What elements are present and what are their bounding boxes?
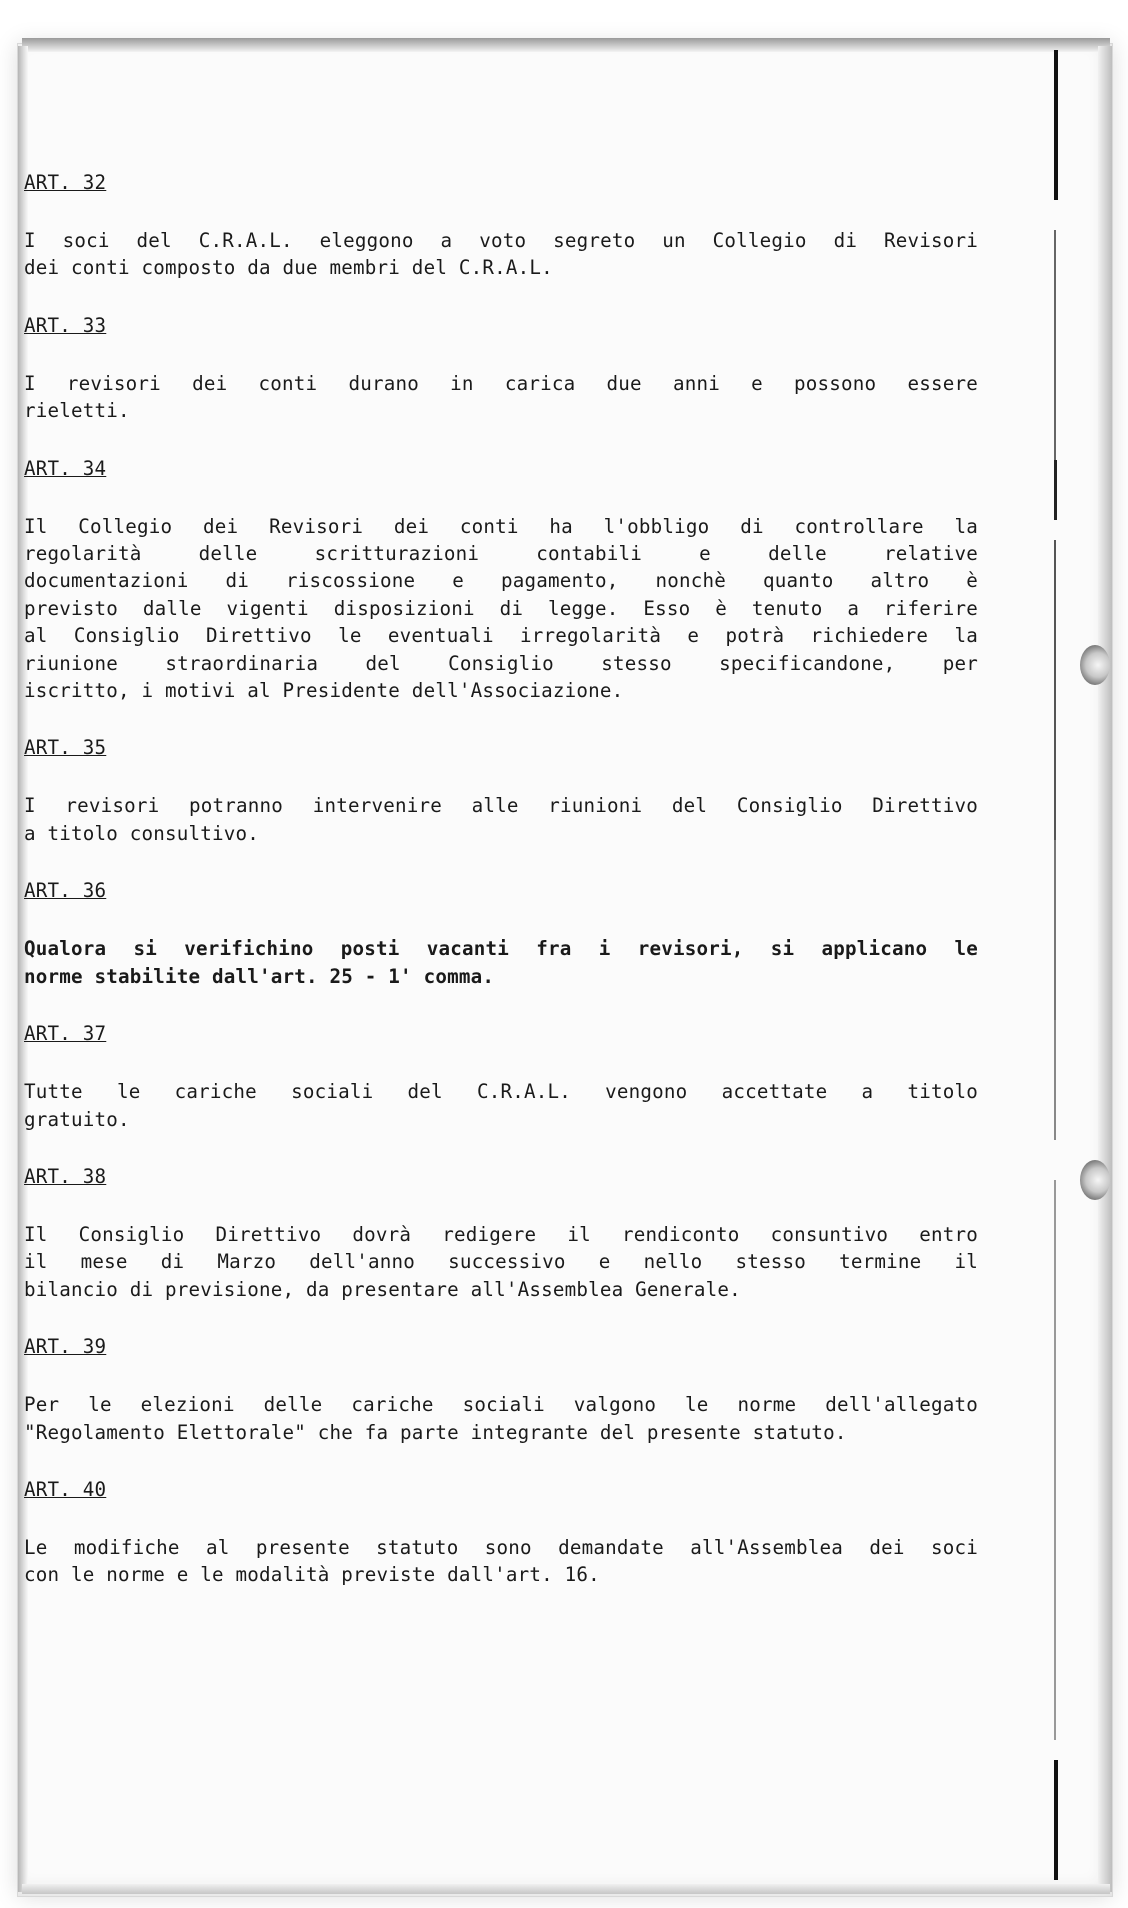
margin-line	[1054, 1020, 1056, 1140]
article-text	[24, 792, 978, 847]
article-text	[24, 370, 978, 425]
article-40	[24, 1477, 1024, 1589]
article-39	[24, 1334, 1024, 1477]
text-line: I revisori potranno intervenire alle riunioni del Consiglio Direttivo	[24, 794, 978, 818]
margin-line	[1054, 1760, 1058, 1880]
text-line: previsto dalle vigenti disposizioni di legge. Esso è tenuto a riferire	[24, 596, 978, 620]
margin-line	[1054, 1180, 1056, 1740]
article-heading: ART. 39	[24, 1335, 107, 1359]
text-line: dei conti composto da due membri del C.R.A.L.	[24, 256, 553, 280]
text-line: I soci del C.R.A.L. eleggono a voto segreto un Collegio di Revisori	[24, 229, 978, 252]
article-heading: ART. 37	[24, 1022, 107, 1046]
article-heading: ART. 33	[24, 313, 107, 337]
text-line: norme stabilite dall'art. 25 - 1' comma.	[24, 964, 495, 988]
scan-edge-bottom	[22, 1884, 1110, 1894]
article-32	[24, 170, 1024, 313]
text-line: al Consiglio Direttivo le eventuali irregolarità e potrà richiedere la	[24, 624, 978, 648]
article-text	[24, 1078, 978, 1133]
article-38	[24, 1164, 1024, 1334]
article-text	[24, 513, 978, 705]
article-heading: ART. 38	[24, 1164, 107, 1188]
article-37	[24, 1021, 1024, 1164]
text-line: con le norme e le modalità previste dall'art. 16.	[24, 1563, 600, 1587]
text-line: Qualora si verifichino posti vacanti fra i revisori, si applicano le	[24, 937, 978, 961]
scan-edge-top	[22, 38, 1110, 52]
article-text	[24, 1534, 978, 1589]
document-body	[24, 170, 1024, 1589]
text-line: gratuito.	[24, 1107, 130, 1131]
text-line: il mese di Marzo dell'anno successivo e nello stesso termine il	[24, 1250, 978, 1274]
text-line: Per le elezioni delle cariche sociali valgono le norme dell'allegato	[24, 1393, 978, 1417]
article-34	[24, 456, 1024, 736]
punch-hole	[1080, 1160, 1110, 1200]
text-line: bilancio di previsione, da presentare all'Assemblea Generale.	[24, 1277, 741, 1301]
margin-line	[1054, 460, 1057, 520]
article-heading: ART. 35	[24, 736, 107, 760]
text-line: Tutte le cariche sociali del C.R.A.L. vengono accettate a titolo	[24, 1080, 978, 1104]
article-33	[24, 313, 1024, 456]
text-line: "Regolamento Elettorale" che fa parte integrante del presente statuto.	[24, 1420, 847, 1444]
margin-line	[1054, 840, 1056, 1020]
margin-line	[1054, 230, 1056, 460]
punch-hole	[1080, 645, 1110, 685]
text-line: I revisori dei conti durano in carica due anni e possono essere	[24, 371, 978, 395]
text-line: Il Collegio dei Revisori dei conti ha l'obbligo di controllare la	[24, 514, 978, 538]
article-text	[24, 227, 978, 282]
text-line: regolarità delle scritturazioni contabili e delle relative	[24, 542, 978, 566]
margin-line	[1054, 540, 1056, 840]
article-text	[24, 935, 978, 990]
text-line: Le modifiche al presente statuto sono demandate all'Assemblea dei soci	[24, 1535, 978, 1559]
text-line: iscritto, i motivi al Presidente dell'Associazione.	[24, 679, 624, 703]
article-35	[24, 735, 1024, 878]
scan-edge-right	[1098, 46, 1112, 1892]
article-36	[24, 878, 1024, 1021]
margin-line	[1054, 50, 1058, 200]
text-line: riunione straordinaria del Consiglio stesso specificandone, per	[24, 651, 978, 675]
article-heading: ART. 32	[24, 171, 107, 194]
text-line: rieletti.	[24, 399, 130, 423]
text-line: documentazioni di riscossione e pagamento, nonchè quanto altro è	[24, 569, 978, 593]
text-line: Il Consiglio Direttivo dovrà redigere il rendiconto consuntivo entro	[24, 1222, 978, 1246]
article-heading: ART. 36	[24, 879, 107, 903]
text-line: a titolo consultivo.	[24, 821, 260, 845]
article-heading: ART. 34	[24, 456, 107, 480]
article-text	[24, 1391, 978, 1446]
article-heading: ART. 40	[24, 1477, 107, 1501]
article-text	[24, 1221, 978, 1303]
